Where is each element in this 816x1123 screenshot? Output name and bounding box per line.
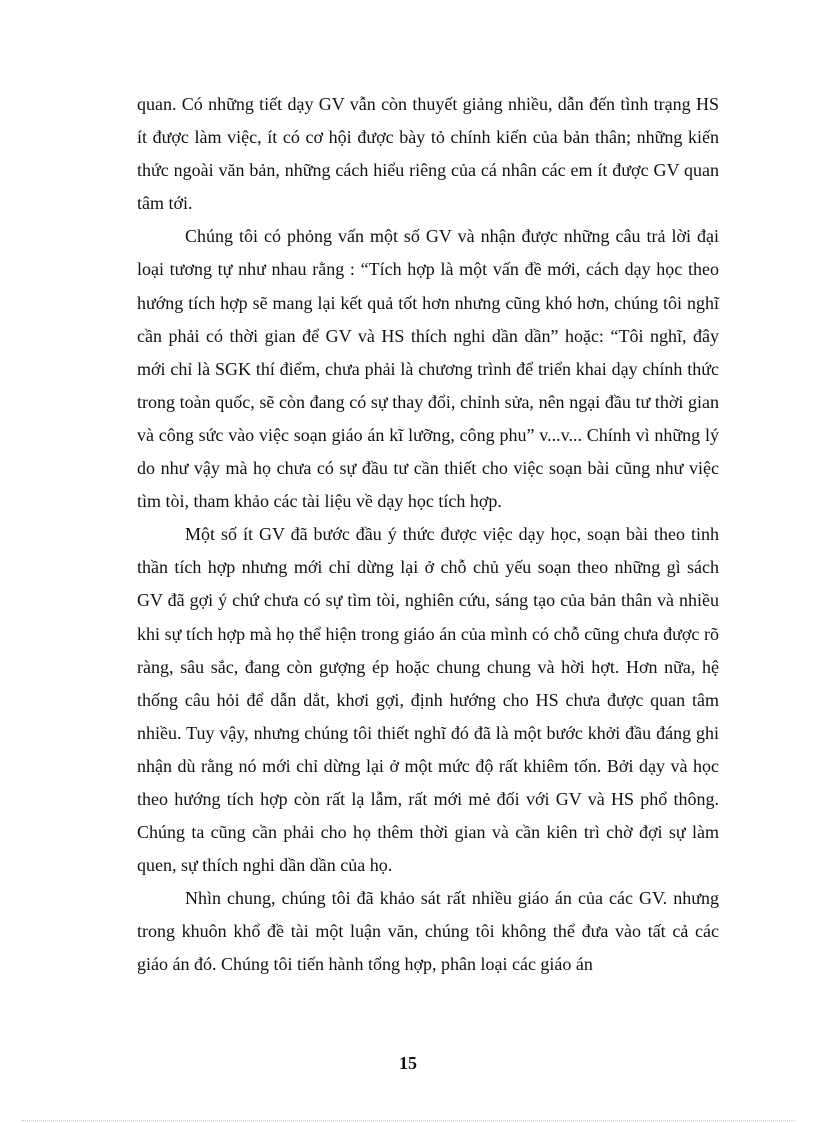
paragraph-2: Chúng tôi có phỏng vấn một số GV và nhận được những câu trả lời đại loại tương tự như nhau rằng : “Tích hợp là một vấn đề mới, cách dạy học theo hướng tích hợp sẽ mang lại kết quả tốt hơn nhưng cũng khó hơn, chúng tôi nghĩ cần phải có thời gian để GV và HS thích nghi dần dần” hoặc: “Tôi nghĩ, đây mới chỉ là SGK thí điểm, chưa phải là chương trình để triển khai dạy chính thức trong toàn quốc, sẽ còn đang có sự thay đổi, chỉnh sửa, nên ngại đầu tư thời gian và công sức vào việc soạn giáo án kĩ lưỡng, công phu” v...v... Chính vì những lý do như vậy mà họ chưa có sự đầu tư cần thiết cho việc soạn bài cũng như việc tìm tòi, tham khảo các tài liệu về dạy học tích hợp. [137, 226, 719, 512]
paragraph-1: quan. Có những tiết dạy GV vẫn còn thuyết giảng nhiều, dẫn đến tình trạng HS ít được làm việc, ít có cơ hội được bày tỏ chính kiến của bản thân; những kiến thức ngoài văn bản, những cách hiểu riêng của cá nhân các em ít được GV quan tâm tới. [137, 94, 719, 214]
page-number: 15 [399, 1053, 417, 1073]
paragraph-3: Một số ít GV đã bước đầu ý thức được việc dạy học, soạn bài theo tinh thần tích hợp nhưng mới chỉ dừng lại ở chỗ chủ yếu soạn theo những gì sách GV đã gợi ý chứ chưa có sự tìm tòi, nghiên cứu, sáng tạo của bản thân và nhiều khi sự tích hợp mà họ thể hiện trong giáo án của mình có chỗ cũng chưa được rõ ràng, sâu sắc, đang còn gượng ép hoặc chung chung và hời hợt. Hơn nữa, hệ thống câu hỏi để dẫn dắt, khơi gợi, định hướng cho HS chưa được quan tâm nhiều. Tuy vậy, nhưng chúng tôi thiết nghĩ đó đã là một bước khởi đầu đáng ghi nhận dù rằng nó mới chỉ dừng lại ở một mức độ rất khiêm tốn. Bởi dạy và học theo hướng tích hợp còn rất lạ lẫm, rất mới mẻ đối với GV và HS phổ thông. Chúng ta cũng cần phải cho họ thêm thời gian và cần kiên trì chờ đợi sự làm quen, sự thích nghi dần dần của họ. [137, 524, 719, 876]
bottom-divider [22, 1120, 794, 1121]
paragraph-4: Nhìn chung, chúng tôi đã khảo sát rất nhiều giáo án của các GV. nhưng trong khuôn khổ đề tài một luận văn, chúng tôi không thể đưa vào tất cả các giáo án đó. Chúng tôi tiến hành tổng hợp, phân loại các giáo án [137, 888, 719, 975]
body-text [137, 88, 719, 982]
